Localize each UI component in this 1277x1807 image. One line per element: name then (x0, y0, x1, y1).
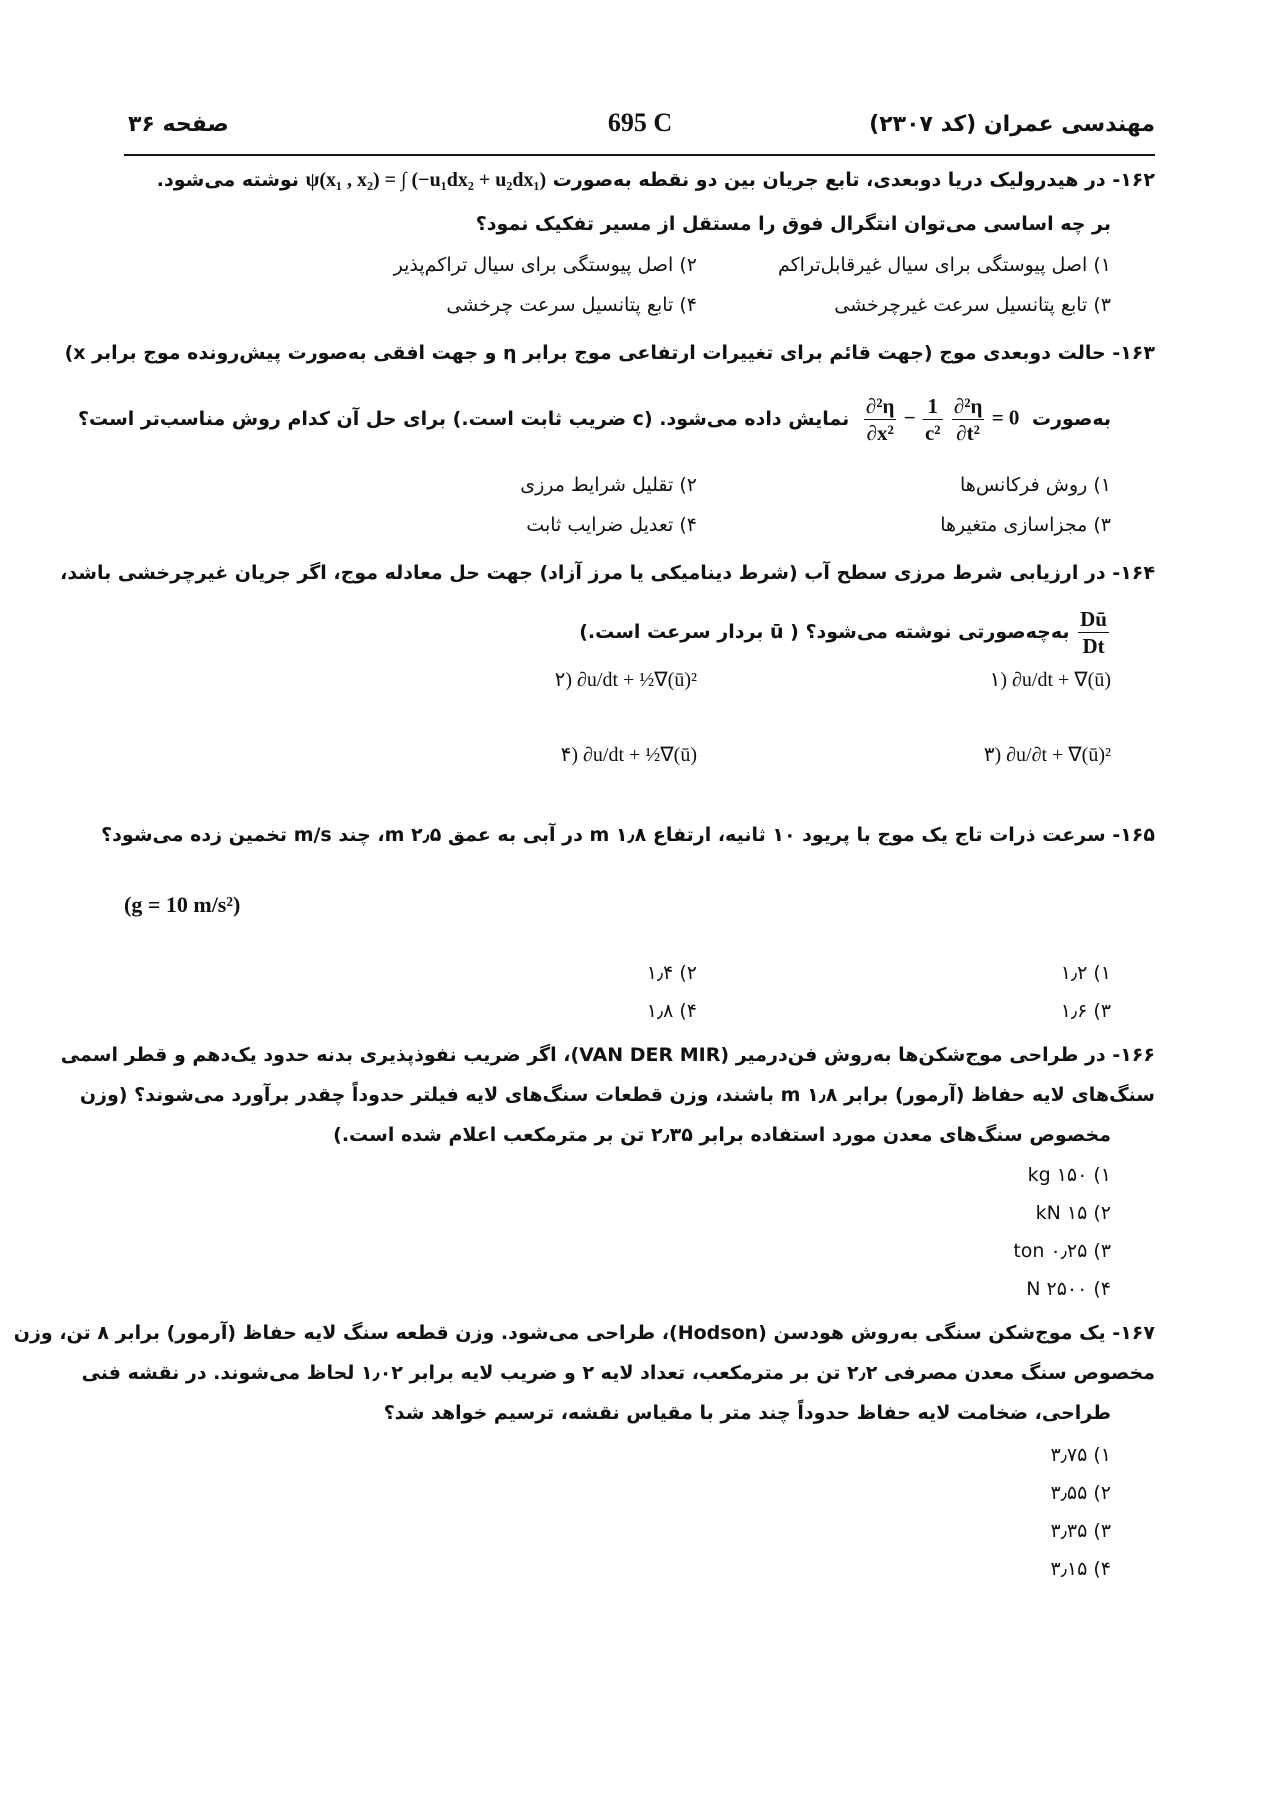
q162-formula: ψ(x₁ , x₂) = ∫ (−u₁dx₂ + u₂dx₁) (305, 169, 547, 191)
q162-number: ۱۶۲- (1112, 169, 1155, 191)
q162-option-3[interactable]: ۳) تابع پتانسیل سرعت غیرچرخشی (834, 294, 1111, 316)
q164-text-a: در ارزیابی شرط مرزی سطح آب (شرط دینامیکی یا مرز آزاد) جهت حل معادله موج، اگر جریان غیرچرخشی باشد، (60, 562, 1106, 584)
q166-option-2[interactable]: ۲) ۱۵ kN (1035, 1202, 1111, 1224)
q166-line1 (60, 1040, 1155, 1070)
q164-line2 (124, 606, 1111, 659)
q163-option-3[interactable]: ۳) مجزاسازی متغیرها (940, 514, 1111, 536)
q167-text-1: یک موج‌شکن سنگی به‌روش هودسن (Hodson)، طراحی می‌شود. وزن قطعه سنگ لایه حفاظ (آرمور) برابر ۸ تن، وزن (13, 1322, 1106, 1344)
q162-option-4[interactable]: ۴) تابع پتانسیل سرعت چرخشی (446, 294, 697, 316)
page-number: صفحه ۳۶ (128, 112, 229, 137)
q163-text-a: حالت دوبعدی موج (جهت قائم برای تغییرات ارتفاعی موج برابر η و جهت افقی به‌صورت پیش‌رونده موج برابر x) (64, 342, 1106, 364)
q165-option-3[interactable]: ۳) ۱٫۶ (1060, 1000, 1111, 1022)
q166-option-3[interactable]: ۳) ۰٫۲۵ ton (1013, 1240, 1111, 1262)
q166-number: ۱۶۶- (1112, 1044, 1155, 1066)
q165-option-2[interactable]: ۲) ۱٫۴ (646, 962, 697, 984)
q164-text-b: به‌چه‌صورتی نوشته می‌شود؟ ( ū بردار سرعت است.) (579, 621, 1070, 643)
q167-number: ۱۶۷- (1112, 1322, 1155, 1344)
q165-text: سرعت ذرات تاج یک موج با پریود ۱۰ ثانیه، ارتفاع ۱٫۸ m در آبی به عمق ۲٫۵ m، چند m/s تخمین زده می‌شود؟ (101, 824, 1106, 846)
q164-option-2[interactable]: ۲) ∂u/dt + ½∇(ū)² (554, 669, 697, 691)
q165-option-4[interactable]: ۴) ۱٫۸ (646, 1000, 697, 1022)
q163-option-4[interactable]: ۴) تعدیل ضرایب ثابت (526, 514, 697, 536)
q166-text-1: در طراحی موج‌شکن‌ها به‌روش فن‌درمیر (VAN DER MIR)، اگر ضریب نفوذپذیری بدنه حدود یک‌دهم و قطر اسمی (60, 1044, 1106, 1066)
q166-line2: سنگ‌های لایه حفاظ (آرمور) برابر ۱٫۸ m باشند، وزن قطعات سنگ‌های لایه فیلتر حدوداً چقدر برآورد می‌شوند؟ (وزن (79, 1084, 1155, 1106)
q166-line3: مخصوص سنگ‌های معدن مورد استفاده برابر ۲٫۳۵ تن بر مترمکعب اعلام شده است.) (333, 1124, 1111, 1146)
q163-text-b1: به‌صورت (1032, 408, 1111, 430)
header-rule (124, 154, 1155, 156)
q164-option-1[interactable]: ۱) ∂u/dt + ∇(ū) (989, 669, 1111, 691)
q162-text-a: در هیدرولیک دریا دوبعدی، تابع جریان بین دو نقطه به‌صورت (552, 169, 1106, 191)
q165-line1 (101, 820, 1155, 850)
q162-line1 (124, 165, 1155, 195)
q166-option-4[interactable]: ۴) ۲۵۰۰ N (1026, 1278, 1111, 1300)
q162-text-b: نوشته می‌شود. (156, 169, 299, 191)
q163-text-b2: نمایش داده می‌شود. (c ضریب ثابت است.) برای حل آن کدام روش مناسب‌تر است؟ (77, 408, 850, 430)
q164-number: ۱۶۴- (1112, 562, 1155, 584)
q162-line2: بر چه اساسی می‌توان انتگرال فوق را مستقل از مسیر تفکیک نمود؟ (475, 213, 1111, 235)
q163-equation: $\frac{\text{∂²η}}{\text{∂x²}}$ − $\frac{1}{\text{c²}}$ $\frac{\text{∂²η}}{\text{∂t²}}$ = 0 (865, 394, 1020, 445)
q167-option-4[interactable]: ۴) ۳٫۱۵ (1050, 1558, 1111, 1580)
q164-option-3[interactable]: ۳) ∂u/∂t + ∇(ū)² (983, 744, 1111, 766)
q165-given: (g = 10 m/s²) (124, 892, 241, 917)
q167-option-2[interactable]: ۲) ۳٫۵۵ (1050, 1482, 1111, 1504)
q167-line2: مخصوص سنگ معدن مصرفی ۲٫۲ تن بر مترمکعب، تعداد لایه ۲ و ضریب لایه برابر ۱٫۰۲ لحاظ می‌شوند. در نقشه فنی (81, 1362, 1155, 1384)
q162-option-1[interactable]: ۱) اصل پیوستگی برای سیال غیرقابل‌تراکم (777, 254, 1111, 276)
q166-option-1[interactable]: ۱) ۱۵۰ kg (1027, 1164, 1111, 1186)
q163-line1 (64, 338, 1155, 368)
q164-line1 (60, 558, 1155, 588)
course-title: مهندسی عمران (کد ۲۳۰۷) (869, 112, 1155, 137)
q163-option-2[interactable]: ۲) تقلیل شرایط مرزی (520, 474, 697, 496)
q162-option-2[interactable]: ۲) اصل پیوستگی برای سیال تراکم‌پذیر (393, 254, 697, 276)
q167-line3: طراحی، ضخامت لایه حفاظ حدوداً چند متر با مقیاس نقشه، ترسیم خواهد شد؟ (383, 1402, 1111, 1424)
q163-line2 (77, 393, 1111, 446)
q165-number: ۱۶۵- (1112, 824, 1155, 846)
booklet-code: 695 C (607, 108, 673, 137)
q164-option-4[interactable]: ۴) ∂u/dt + ½∇(ū) (560, 744, 697, 766)
q167-option-3[interactable]: ۳) ۳٫۳۵ (1050, 1520, 1111, 1542)
q167-line1 (13, 1318, 1155, 1348)
q165-option-1[interactable]: ۱) ۱٫۲ (1060, 962, 1111, 984)
q164-target-expression: $\frac{Dū}{Dt}$ (1080, 607, 1107, 658)
q163-number: ۱۶۳- (1112, 342, 1155, 364)
q163-option-1[interactable]: ۱) روش فرکانس‌ها (960, 474, 1111, 496)
q167-option-1[interactable]: ۱) ۳٫۷۵ (1050, 1444, 1111, 1466)
